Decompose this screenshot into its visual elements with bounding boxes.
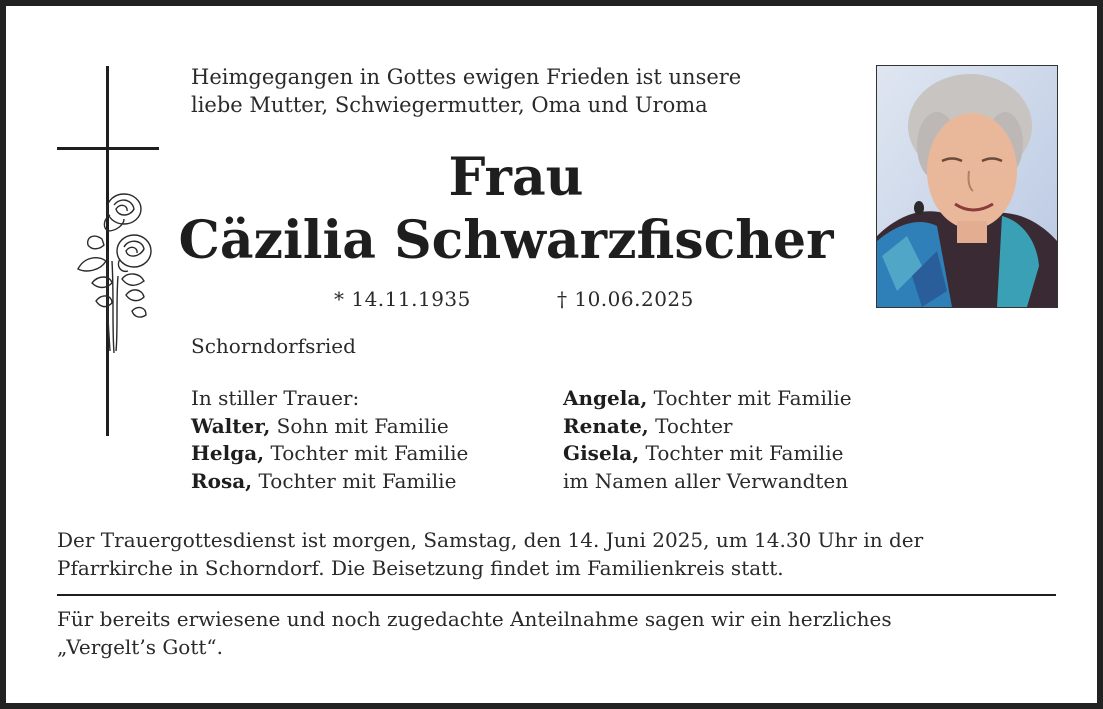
mourner-entry [563,440,852,468]
mourner-entry [191,413,468,441]
thanks-line: „Vergelt’s Gott“. [57,635,223,659]
intro-line: liebe Mutter, Schwiegermutter, Oma und Uroma [191,93,708,117]
cross-bar [57,147,159,150]
service-line: Der Trauergottesdienst ist morgen, Samstag, den 14. Juni 2025, um 14.30 Uhr in der [57,528,924,552]
place-of-residence: Schorndorfsried [191,334,356,358]
deceased-name-block [178,147,841,274]
mourner-name: Rosa, [191,468,253,493]
mourner-relation: Tochter mit Familie [645,441,844,465]
thanks-text [57,605,1057,661]
mourner-name: Renate, [563,413,649,438]
mourner-relation: Tochter [655,413,733,438]
birth-date: * 14.11.1935 [334,287,471,311]
mourner-relation: Sohn mit Familie [276,413,449,438]
deceased-name: Cäzilia Schwarzfischer [178,210,834,271]
mourner-entry [191,440,468,468]
mourner-relation: Tochter mit Familie [653,386,852,410]
mourners-right-column [563,385,852,495]
service-line: Pfarrkirche in Schorndorf. Die Beisetzung findet im Familienkreis statt. [57,556,784,580]
mourner-entry [563,413,852,441]
salutation: Frau [448,147,584,208]
mourners-left-column [191,385,468,495]
mourner-entry [563,385,852,413]
mourner-relation: Tochter mit Familie [270,441,469,465]
mourner-name: Walter, [191,413,271,438]
divider [57,594,1056,596]
intro-text [191,63,831,119]
mourners-heading: In stiller Trauer: [191,386,360,410]
mourners-closing: im Namen aller Verwandten [563,468,849,493]
funeral-service-info [57,526,1057,582]
thanks-line: Für bereits erwiesene und noch zugedachte Anteilnahme sagen wir ein herzliches [57,607,892,631]
mourner-name: Gisela, [563,441,640,465]
mourner-entry [191,468,468,496]
intro-line: Heimgegangen in Gottes ewigen Frieden ist unsere [191,65,742,89]
mourner-name: Helga, [191,441,265,465]
death-date: † 10.06.2025 [557,287,694,311]
portrait-photo [876,65,1058,308]
roses-icon [72,191,156,356]
mourner-name: Angela, [563,386,648,410]
mourner-relation: Tochter mit Familie [258,468,457,493]
